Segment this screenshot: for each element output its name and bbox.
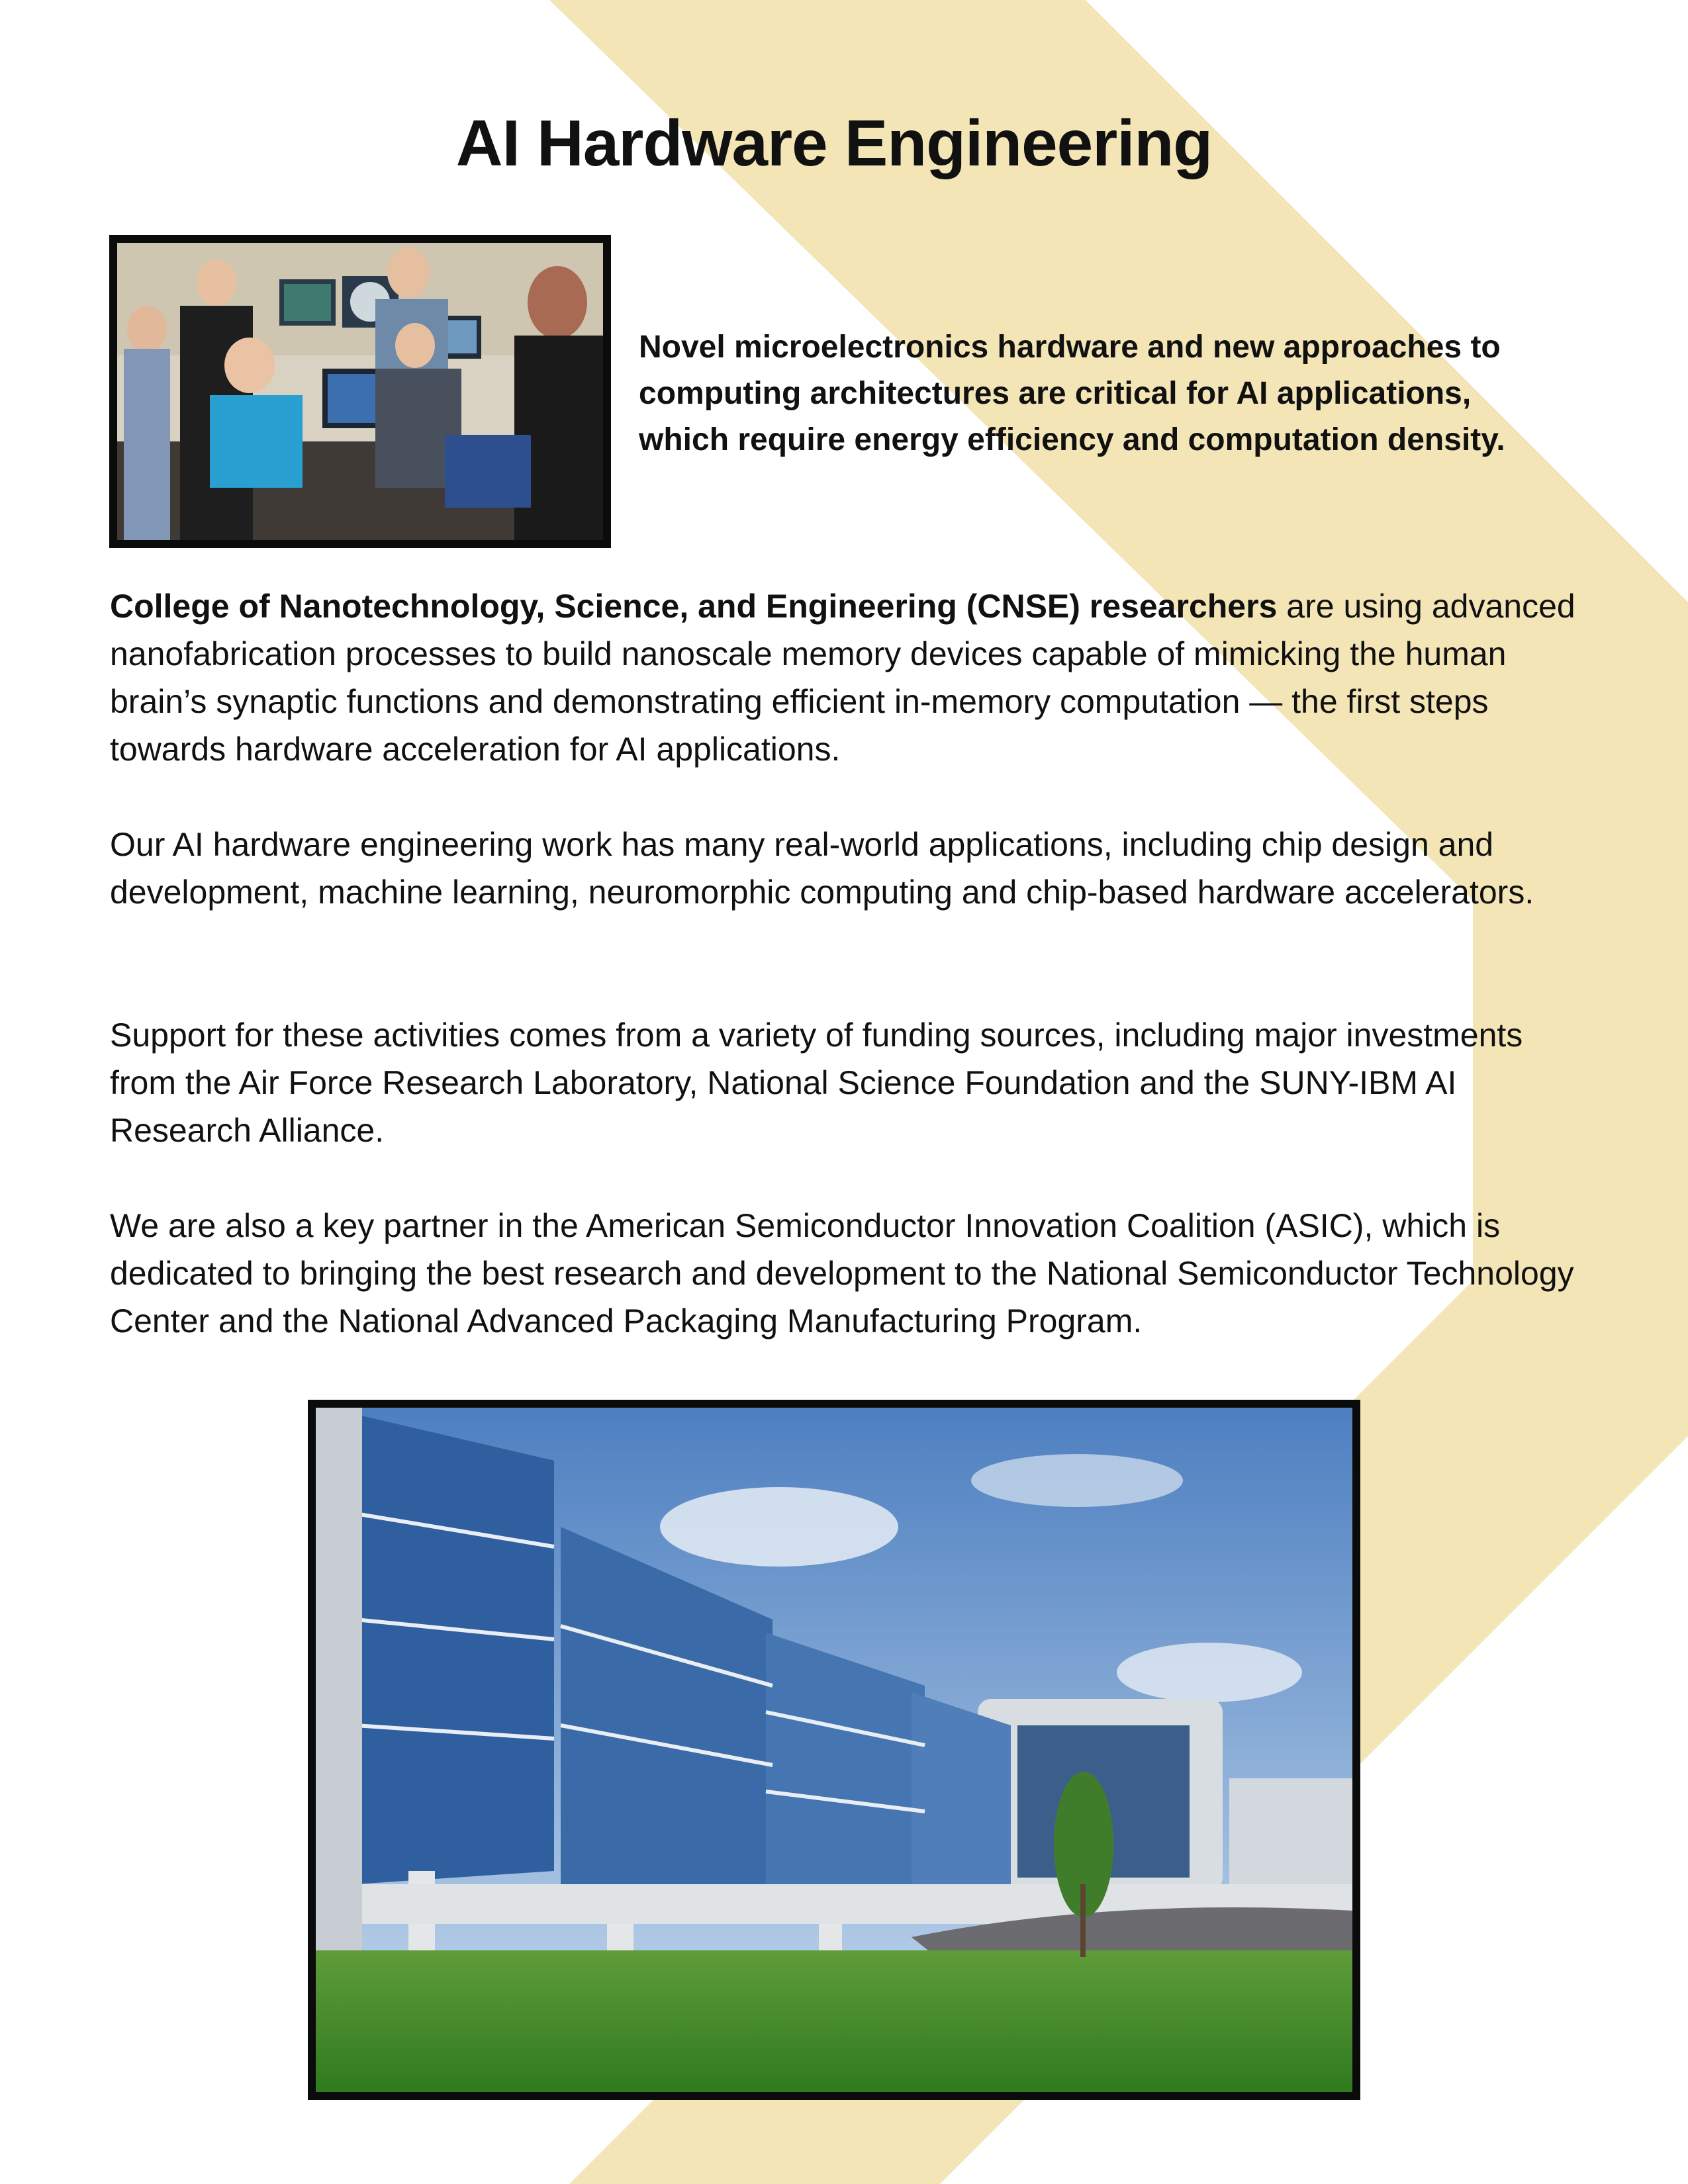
applications-paragraph: Our AI hardware engineering work has many real-world applications, including chip design and development, machine learning, neuromorphic computing and chip-based hardware accelerators. [110, 826, 1534, 911]
cnse-building-photo [308, 1400, 1360, 2100]
cnse-researchers-bold: College of Nanotechnology, Science, and Engineering (CNSE) researchers [110, 588, 1278, 625]
asic-paragraph: We are also a key partner in the American Semiconductor Innovation Coalition (ASIC), which is dedicated to bringing the best research and development to the National Semiconductor Technology Center and the National Advanced Packaging Manufacturing Program. [110, 1207, 1574, 1340]
page-title: AI Hardware Engineering [455, 107, 1213, 179]
lead-statement: Novel microelectronics hardware and new approaches to computing architectures are critical for AI applications, which require energy efficiency and computation density. [639, 330, 1505, 457]
lab-researchers-photo [109, 235, 611, 548]
cnse-paragraph [110, 582, 1579, 773]
funding-paragraph: Support for these activities comes from a variety of funding sources, including major investments from the Air Force Research Laboratory, National Science Foundation and the SUNY-IBM AI Research Alliance. [110, 1017, 1523, 1149]
cnse-paragraph-text: are using advanced nanofabrication processes to build nanoscale memory devices capable of mimicking the human brain’s synaptic functions and demonstrating efficient in-memory computation — the first steps towards hardware acceleration for AI applications. [110, 588, 1575, 768]
